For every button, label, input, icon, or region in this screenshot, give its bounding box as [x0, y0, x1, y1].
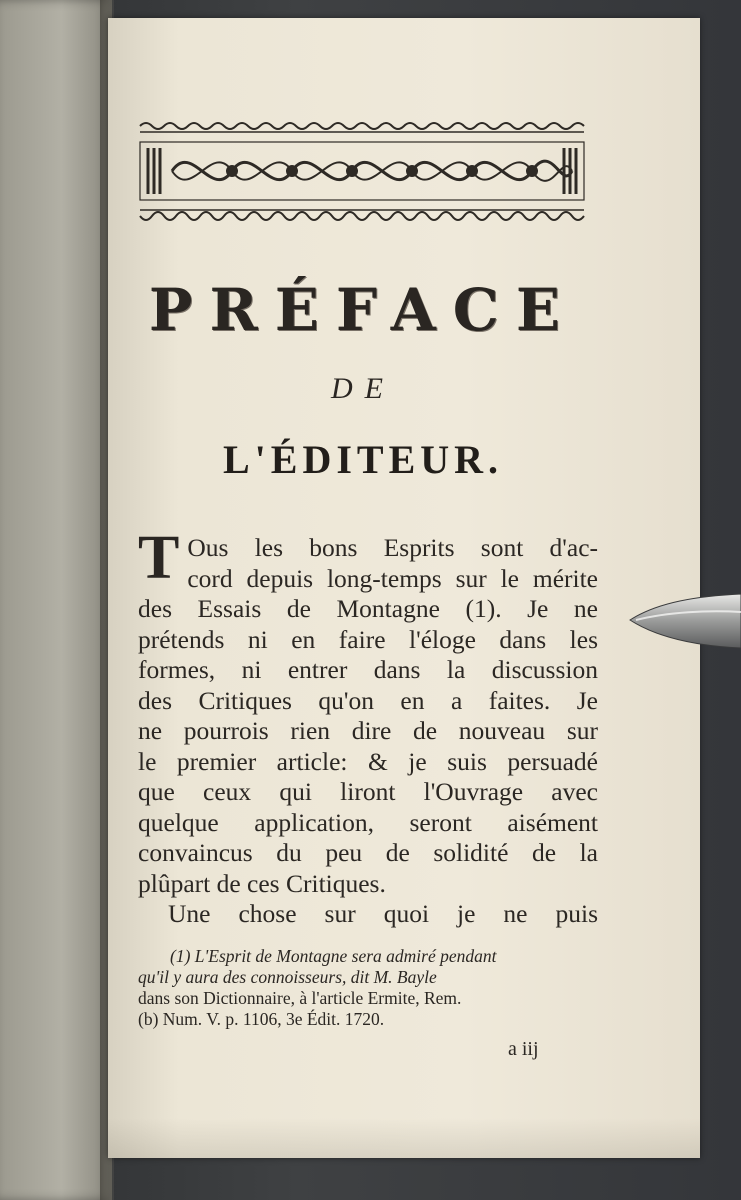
drop-cap: T	[138, 524, 180, 592]
body-line: convaincus du peu de solidité de la	[138, 838, 598, 867]
body-line: le premier article: & je suis persuadé	[138, 746, 598, 776]
body-line: Ous les bons Esprits sont d'ac-	[187, 533, 598, 562]
footnote	[138, 946, 594, 1030]
body-line: ne pourrois rien dire de nouveau sur	[138, 716, 598, 745]
body-line: des Essais de Montagne (1). Je ne	[138, 594, 598, 623]
body-line: quelque application, seront aisément	[138, 807, 598, 837]
book-page	[108, 18, 700, 1158]
body-paragraph	[138, 524, 598, 930]
body-line: Une chose sur quoi je ne puis	[168, 899, 598, 928]
page-shadow	[108, 1118, 700, 1158]
footnote-line: dans son Dictionnaire, à l'article Ermite, Rem.	[138, 988, 462, 1008]
left-page-edge	[0, 0, 112, 1200]
footnote-line: (b) Num. V. p. 1106, 3e Édit. 1720.	[138, 1009, 385, 1029]
footnote-line: (1) L'Esprit de Montagne sera admiré pendant	[170, 946, 497, 966]
subtitle-editeur: L'ÉDITEUR.	[222, 437, 504, 482]
body-line: plûpart de ces Critiques.	[138, 868, 386, 898]
body-line: formes, ni entrer dans la discussion	[138, 655, 598, 684]
page-holder-blade-icon	[628, 590, 741, 652]
signature-mark: a iij	[508, 1038, 539, 1060]
footnote-line: qu'il y aura des connoisseurs, dit M. Bayle	[138, 967, 437, 987]
decorative-headpiece	[136, 118, 588, 228]
body-line: prétends ni en faire l'éloge dans les	[138, 624, 598, 654]
body-line: que ceux qui liront l'Ouvrage avec	[138, 777, 598, 806]
body-line: cord depuis long-temps sur le mérite	[187, 563, 598, 593]
page-title: PRÉFACE	[148, 276, 578, 344]
subtitle-de: DE	[331, 372, 395, 405]
body-line: des Critiques qu'on en a faites. Je	[138, 685, 598, 715]
